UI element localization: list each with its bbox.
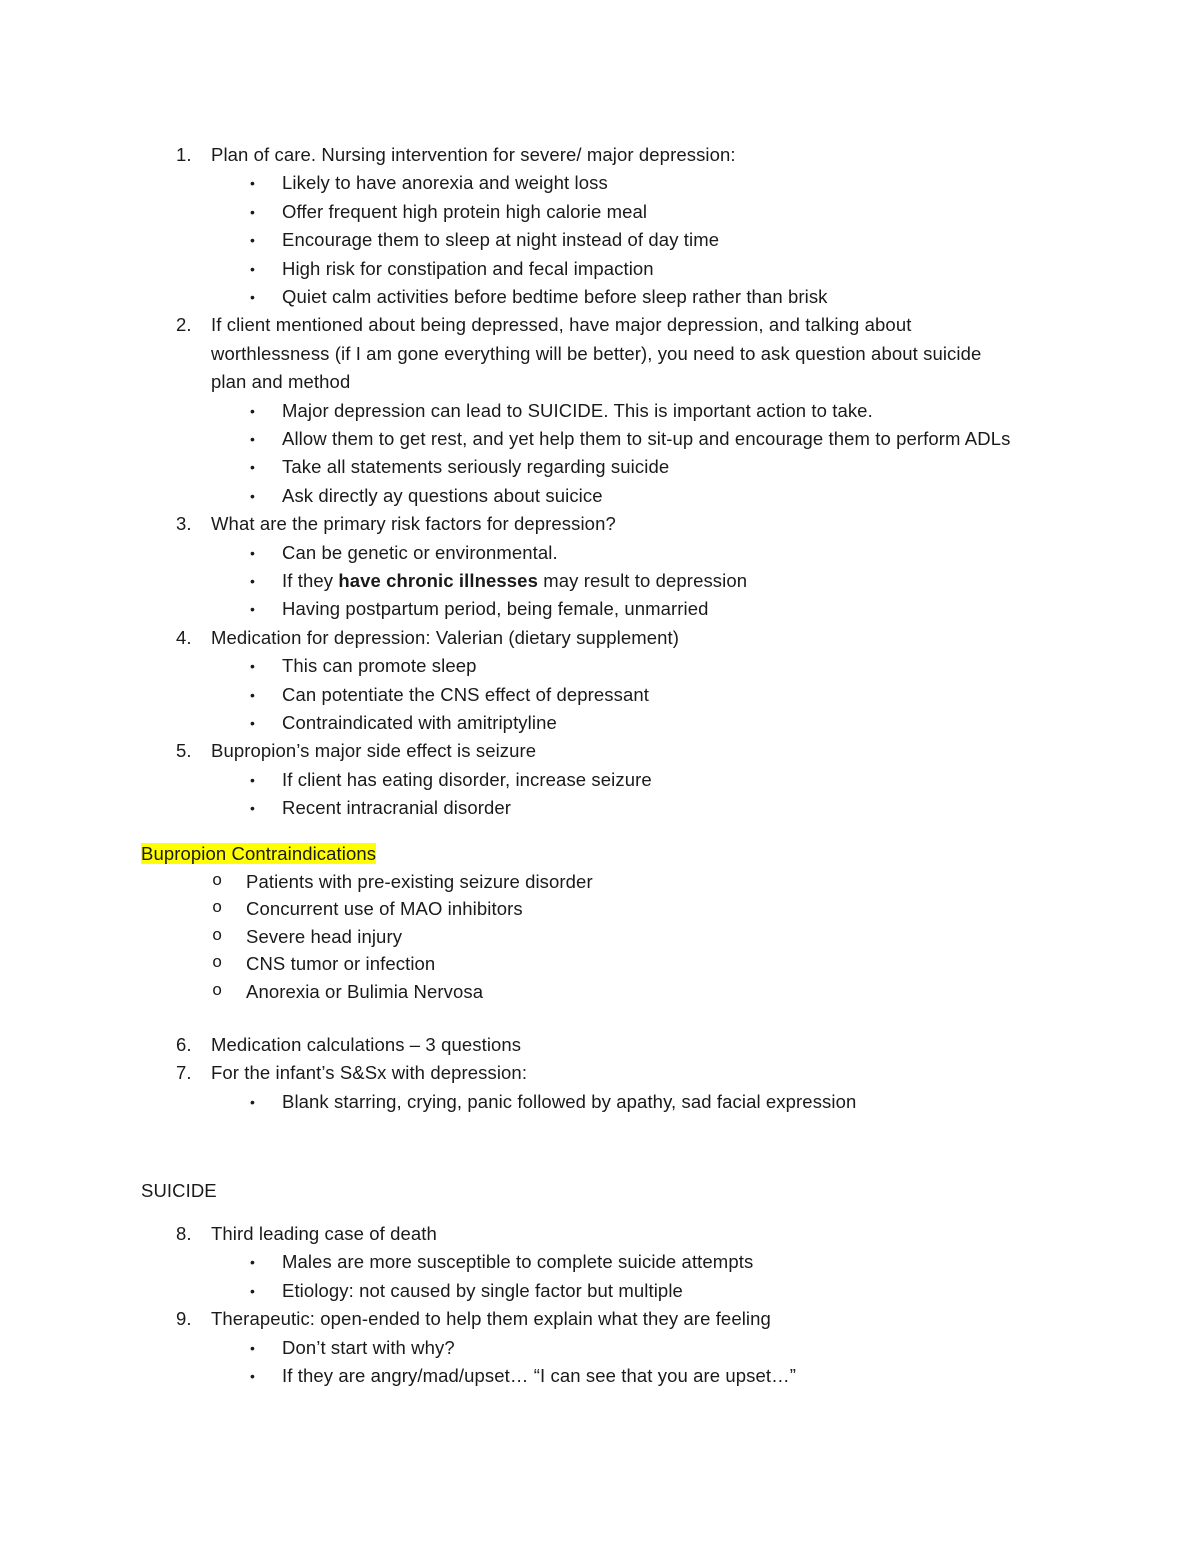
- bullet-item: Don’t start with why?: [282, 1336, 455, 1358]
- highlighted-heading: Bupropion Contraindications: [141, 843, 377, 864]
- bullet-item: Ask directly ay questions about suicice: [282, 484, 603, 506]
- bullet-icon: •: [250, 686, 256, 703]
- item-number: 2.: [176, 314, 192, 336]
- item-number: 7.: [176, 1062, 192, 1084]
- item-text: Medication for depression: Valerian (dietary supplement): [211, 626, 679, 648]
- circle-bullet-icon: o: [212, 954, 223, 973]
- item-number: 5.: [176, 740, 192, 762]
- bullet-item: If client has eating disorder, increase seizure: [282, 768, 652, 790]
- bullet-item: [282, 567, 747, 595]
- bullet-item: Blank starring, crying, panic followed by apathy, sad facial expression: [282, 1090, 857, 1112]
- bullet-icon: •: [250, 1254, 256, 1271]
- item-text: Medication calculations – 3 questions: [211, 1034, 522, 1055]
- bullet-item: Allow them to get rest, and yet help them to sit-up and encourage them to perform ADLs: [282, 428, 1011, 449]
- bullet-item: Males are more susceptible to complete suicide attempts: [282, 1251, 754, 1273]
- bullet-item: Major depression can lead to SUICIDE. This is important action to take.: [282, 399, 873, 421]
- circle-bullet-icon: o: [212, 899, 223, 918]
- bullet-item: Can be genetic or environmental.: [282, 541, 558, 563]
- section-heading-suicide: SUICIDE: [141, 1180, 217, 1201]
- bullet-item: Encourage them to sleep at night instead of day time: [282, 229, 720, 251]
- contraindication-item: Severe head injury: [246, 925, 403, 947]
- circle-bullet-icon: o: [212, 981, 223, 1001]
- item-text: If client mentioned about being depressed, have major depression, and talking about: [211, 314, 912, 336]
- bullet-item: Recent intracranial disorder: [282, 797, 512, 819]
- item-text: For the infant’s S&Sx with depression:: [211, 1062, 528, 1084]
- bullet-text-bold: have chronic illnesses: [338, 570, 538, 591]
- item-number: 1.: [176, 144, 192, 165]
- contraindication-item: Concurrent use of MAO inhibitors: [246, 898, 523, 919]
- bullet-item: Contraindicated with amitriptyline: [282, 712, 557, 733]
- bullet-item: Etiology: not caused by single factor but multiple: [282, 1279, 683, 1301]
- item-text: worthlessness (if I am gone everything will be better), you need to ask question about suicide: [211, 342, 982, 364]
- bullet-icon: •: [250, 601, 256, 618]
- bullet-item: Offer frequent high protein high calorie meal: [282, 200, 648, 222]
- bullet-icon: •: [250, 487, 256, 504]
- contraindication-item: Anorexia or Bulimia Nervosa: [246, 980, 484, 1002]
- bullet-text-part: may result to depression: [537, 570, 748, 591]
- bullet-icon: •: [250, 232, 256, 249]
- bullet-icon: •: [250, 1093, 256, 1110]
- item-number: 9.: [176, 1308, 192, 1330]
- item-text: Bupropion’s major side effect is seizure: [211, 740, 537, 762]
- section-heading: [141, 840, 376, 868]
- contraindication-item: CNS tumor or infection: [246, 953, 436, 974]
- bullet-icon: •: [250, 289, 256, 305]
- circle-bullet-icon: o: [212, 871, 223, 891]
- item-number: 3.: [176, 513, 192, 535]
- bullet-icon: •: [250, 431, 256, 447]
- item-number: 6.: [176, 1034, 192, 1055]
- bullet-icon: •: [250, 544, 256, 561]
- bullet-icon: •: [250, 175, 256, 192]
- bullet-item: Likely to have anorexia and weight loss: [282, 172, 608, 194]
- item-number: 4.: [176, 626, 192, 648]
- item-number: 8.: [176, 1223, 192, 1244]
- bullet-icon: •: [250, 573, 256, 589]
- bullet-icon: •: [250, 1339, 256, 1356]
- bullet-icon: •: [250, 260, 256, 277]
- bullet-icon: •: [250, 402, 256, 419]
- item-text: Therapeutic: open-ended to help them explain what they are feeling: [211, 1308, 771, 1330]
- bullet-icon: •: [250, 1282, 256, 1299]
- circle-bullet-icon: o: [212, 926, 223, 946]
- bullet-text-part: If they: [282, 570, 339, 591]
- bullet-item: Having postpartum period, being female, unmarried: [282, 598, 709, 620]
- bullet-item: Take all statements seriously regarding suicide: [282, 456, 670, 478]
- item-text: plan and method: [211, 371, 351, 393]
- contraindication-item: Patients with pre-existing seizure disorder: [246, 870, 593, 892]
- bullet-item: High risk for constipation and fecal impaction: [282, 257, 654, 279]
- bullet-icon: •: [250, 800, 256, 817]
- bullet-icon: •: [250, 203, 256, 220]
- item-text: Plan of care. Nursing intervention for severe/ major depression:: [211, 144, 736, 165]
- bullet-icon: •: [250, 658, 256, 675]
- bullet-icon: •: [250, 1368, 256, 1384]
- item-text: What are the primary risk factors for depression?: [211, 513, 616, 535]
- bullet-icon: •: [250, 715, 256, 731]
- bullet-icon: •: [250, 771, 256, 788]
- bullet-item: Can potentiate the CNS effect of depressant: [282, 683, 649, 705]
- bullet-item: If they are angry/mad/upset… “I can see that you are upset…”: [282, 1365, 796, 1386]
- bullet-item: This can promote sleep: [282, 655, 477, 677]
- bullet-icon: •: [250, 459, 256, 476]
- item-text: Third leading case of death: [211, 1223, 437, 1244]
- bullet-item: Quiet calm activities before bedtime before sleep rather than brisk: [282, 286, 828, 307]
